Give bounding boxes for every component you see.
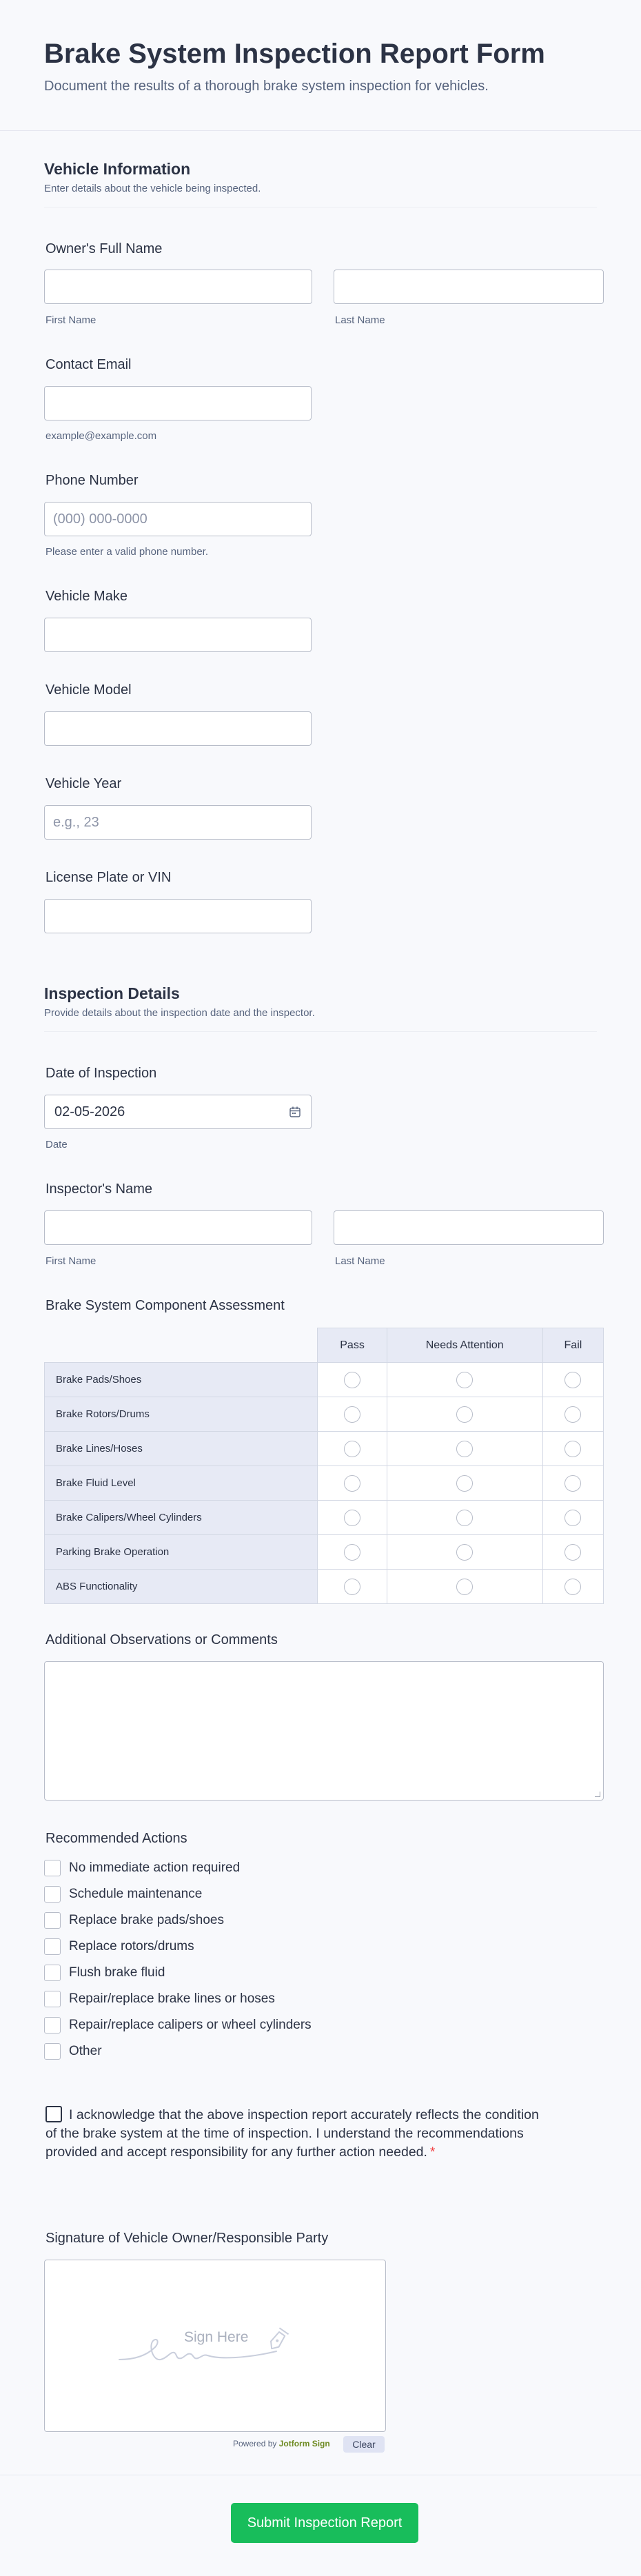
recommended-option[interactable] [44,1938,194,1956]
checkbox[interactable] [44,2043,61,2060]
option-label: No immediate action required [69,1860,241,1875]
checkbox[interactable] [44,1991,61,2007]
email-sublabel: example@example.com [45,430,157,442]
section-title: Inspection Details [44,984,180,1002]
phone-label: Phone Number [45,473,139,488]
date-value: 02-05-2026 [54,1104,125,1119]
contact-email-label: Contact Email [45,357,132,372]
inspection-date-input[interactable] [44,1095,312,1129]
option-label: Replace brake pads/shoes [69,1913,224,1927]
calendar-icon[interactable] [289,1106,301,1118]
first-name-sublabel: First Name [45,314,96,326]
fail-radio[interactable] [564,1441,581,1457]
required-mark: * [429,2144,436,2160]
submit-button[interactable]: Submit Inspection Report [231,2503,418,2543]
matrix-row [45,1397,604,1432]
matrix-row-label: Brake Rotors/Drums [45,1397,318,1432]
checkbox[interactable] [44,1965,61,1981]
vehicle-make-input[interactable] [44,618,312,652]
form-subtitle: Document the results of a thorough brake system inspection for vehicles. [44,79,489,94]
matrix-row-label: Brake Pads/Shoes [45,1363,318,1397]
phone-sublabel: Please enter a valid phone number. [45,546,208,558]
first-name-sublabel: First Name [45,1255,96,1267]
acknowledgement-checkbox[interactable] [45,2106,62,2122]
matrix-row-label: Brake Lines/Hoses [45,1432,318,1466]
signature-pad[interactable] [44,2260,386,2432]
option-label: Other [69,2044,102,2058]
option-label: Repair/replace brake lines or hoses [69,1991,275,2006]
last-name-sublabel: Last Name [335,314,385,326]
clear-signature-button[interactable]: Clear [343,2436,385,2453]
section-subtitle: Provide details about the inspection date and the inspector. [44,1007,315,1019]
resize-grip-icon[interactable] [595,1792,600,1797]
powered-prefix: Powered by [233,2439,277,2448]
sign-here-text: Sign Here [184,2329,249,2345]
fail-radio[interactable] [564,1475,581,1492]
matrix-row-label: Brake Calipers/Wheel Cylinders [45,1501,318,1535]
matrix-column-header: Fail [542,1328,603,1363]
pass-radio[interactable] [344,1441,360,1457]
vehicle-model-input[interactable] [44,711,312,746]
pass-radio[interactable] [344,1475,360,1492]
owner-first-name-input[interactable] [44,270,312,304]
fail-radio[interactable] [564,1544,581,1561]
fail-radio[interactable] [564,1406,581,1423]
vehicle-make-label: Vehicle Make [45,589,128,604]
phone-input[interactable] [44,502,312,536]
pass-radio[interactable] [344,1372,360,1388]
needs-attention-radio[interactable] [456,1544,473,1561]
jotform-sign-link[interactable]: Jotform Sign [278,2439,330,2448]
acknowledgement-field [45,2106,542,2162]
pass-radio[interactable] [344,1510,360,1526]
needs-attention-radio[interactable] [456,1579,473,1595]
needs-attention-radio[interactable] [456,1406,473,1423]
signature-label: Signature of Vehicle Owner/Responsible Party [45,2231,329,2246]
pass-radio[interactable] [344,1406,360,1423]
matrix-row [45,1535,604,1570]
matrix-corner [45,1328,318,1363]
powered-by [233,2439,330,2448]
needs-attention-radio[interactable] [456,1510,473,1526]
recommended-option[interactable] [44,2042,102,2060]
option-label: Schedule maintenance [69,1887,203,1901]
option-label: Replace rotors/drums [69,1939,194,1954]
recommended-actions-label: Recommended Actions [45,1831,187,1846]
needs-attention-radio[interactable] [456,1441,473,1457]
vehicle-year-label: Vehicle Year [45,776,122,791]
checkbox[interactable] [44,2017,61,2034]
observations-textarea[interactable] [44,1661,604,1801]
checkbox[interactable] [44,1912,61,1929]
checkbox[interactable] [44,1860,61,1876]
checkbox[interactable] [44,1938,61,1955]
plate-vin-input[interactable] [44,899,312,933]
checkbox[interactable] [44,1886,61,1903]
recommended-option[interactable] [44,2016,312,2034]
date-sublabel: Date [45,1139,68,1150]
section-title: Vehicle Information [44,160,191,178]
fail-radio[interactable] [564,1510,581,1526]
last-name-sublabel: Last Name [335,1255,385,1267]
vehicle-year-input[interactable] [44,805,312,840]
matrix-row-label: ABS Functionality [45,1570,318,1604]
needs-attention-radio[interactable] [456,1475,473,1492]
fail-radio[interactable] [564,1372,581,1388]
fail-radio[interactable] [564,1579,581,1595]
section-subtitle: Enter details about the vehicle being inspected. [44,183,261,194]
vehicle-model-label: Vehicle Model [45,682,132,698]
matrix-row-label: Brake Fluid Level [45,1466,318,1501]
recommended-option[interactable] [44,1911,224,1929]
form-header [0,0,641,131]
assessment-matrix [44,1328,604,1604]
recommended-option[interactable] [44,1859,240,1877]
inspection-section-header [44,984,597,1032]
recommended-option[interactable] [44,1990,275,2008]
pass-radio[interactable] [344,1544,360,1561]
signature-scribble-icon [116,2320,309,2368]
owner-last-name-input[interactable] [334,270,604,304]
matrix-row-label: Parking Brake Operation [45,1535,318,1570]
assessment-label: Brake System Component Assessment [45,1298,285,1313]
contact-email-input[interactable] [44,386,312,420]
plate-vin-label: License Plate or VIN [45,870,172,885]
matrix-column-header: Needs Attention [387,1328,542,1363]
matrix-row [45,1432,604,1466]
inspector-last-name-input[interactable] [334,1210,604,1245]
option-label: Repair/replace calipers or wheel cylinders [69,2018,312,2032]
recommended-option[interactable] [44,1885,202,1903]
needs-attention-radio[interactable] [456,1372,473,1388]
pass-radio[interactable] [344,1579,360,1595]
option-label: Flush brake fluid [69,1965,165,1980]
matrix-row [45,1466,604,1501]
inspector-first-name-input[interactable] [44,1210,312,1245]
matrix-column-header: Pass [318,1328,387,1363]
inspector-name-label: Inspector's Name [45,1181,152,1197]
matrix-row [45,1363,604,1397]
form-title: Brake System Inspection Report Form [44,39,545,69]
observations-label: Additional Observations or Comments [45,1632,278,1647]
recommended-option[interactable] [44,1964,165,1982]
matrix-row [45,1570,604,1604]
vehicle-section-header [44,160,597,207]
matrix-row [45,1501,604,1535]
acknowledgement-text: I acknowledge that the above inspection report accurately reflects the condition of the brake system at the time of inspection. I understand the recommendations provided and accept responsibility for any further action needed. [45,2107,539,2160]
form-footer [0,2475,641,2576]
owner-name-label: Owner's Full Name [45,241,163,256]
inspection-date-label: Date of Inspection [45,1066,157,1081]
